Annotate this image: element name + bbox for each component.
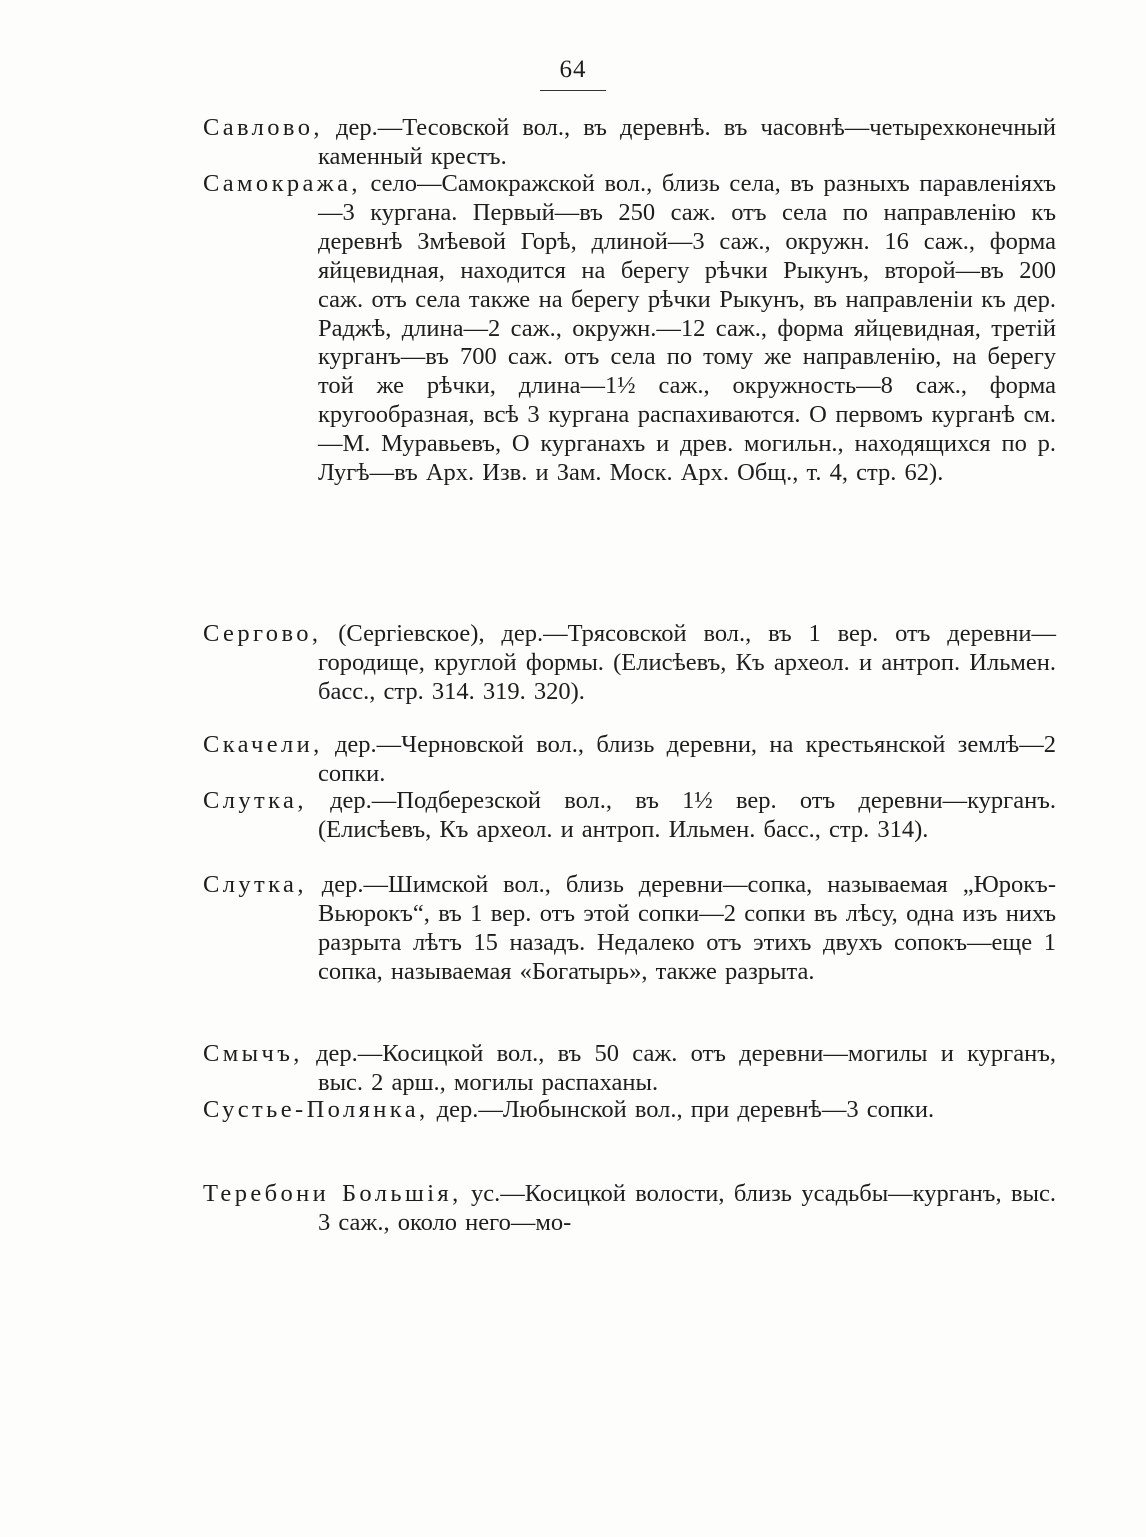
entry-samokrazha	[203, 170, 1056, 488]
entry-text: дер.—Косицкой вол., въ 50 саж. отъ деревни—могилы и курганъ, выс. 2 арш., могилы распаханы.	[302, 1040, 1056, 1096]
entry-heading: Сустье-Полянка,	[203, 1096, 429, 1123]
entry-text: дер.—Тесовской вол., въ деревнѣ. въ часовнѣ—четырехконечный каменный крестъ.	[318, 114, 1056, 170]
entry-heading: Слутка,	[203, 871, 307, 898]
entry-heading: Скачели,	[203, 731, 323, 758]
entry-sustye-polyanka	[203, 1096, 1056, 1125]
entry-smych	[203, 1040, 1056, 1098]
page-number: 64	[559, 56, 587, 83]
entry-heading: Слутка,	[203, 787, 307, 814]
entry-skacheli	[203, 731, 1056, 789]
entry-text: дер.—Подберезской вол., въ 1½ вер. отъ деревни—курганъ. (Елисѣевъ, Къ археол. и антроп. Ильмен. басс., стр. 314).	[306, 787, 1056, 843]
entry-heading: Смычъ,	[203, 1040, 303, 1067]
entry-heading: Савлово,	[203, 114, 323, 141]
entry-terebony-bolshiya	[203, 1180, 1056, 1238]
page-number-rule	[540, 90, 606, 91]
entry-sergovo	[203, 620, 1056, 707]
entry-heading: Теребони Большія,	[203, 1180, 462, 1207]
entry-text: село—Самокражской вол., близь села, въ разныхъ паравленіяхъ—3 кургана. Первый—въ 250 саж. отъ села по направленію къ деревнѣ Змѣевой Горѣ, длиной—3 саж., окружн. 16 саж., форма яйцевидная, находится на берегу рѣчки Рыкунъ, второй—въ 200 саж. отъ села также на берегу рѣчки Рыкунъ, въ направленіи къ дер. Раджѣ, длина—2 саж., окружн.—12 саж., форма яйцевидная, третій курганъ—въ 700 саж. отъ села по тому же направленію, на берегу той же рѣчки, длина—1½ саж., окружность—8 саж., форма кругообразная, всѣ 3 кургана распахиваются. О первомъ курганѣ см.—М. Муравьевъ, О курганахъ и древ. могильн., находящихся по р. Лугѣ—въ Арх. Изв. и Зам. Моск. Арх. Общ., т. 4, стр. 62).	[318, 170, 1056, 487]
entry-text: дер.—Шимской вол., близь деревни—сопка, называемая „Юрокъ-Вьюрокъ“, въ 1 вер. отъ этой сопки—2 сопки въ лѣсу, одна изъ нихъ разрыта лѣтъ 15 назадъ. Недалеко отъ этихъ двухъ сопокъ—еще 1 сопка, называемая «Богатырь», также разрыта.	[306, 871, 1056, 985]
entry-heading: Сергово,	[203, 620, 322, 647]
entry-text: ус.—Косицкой волости, близь усадьбы—курганъ, выс. 3 саж., около него—мо-	[318, 1180, 1056, 1236]
entry-text: дер.—Черновской вол., близь деревни, на крестьянской землѣ—2 сопки.	[318, 731, 1056, 787]
entry-slutka-shim	[203, 871, 1056, 987]
entry-text: дер.—Любынской вол., при деревнѣ—3 сопки.	[428, 1096, 935, 1123]
entry-heading: Самокража,	[203, 170, 361, 197]
entry-slutka-podberez	[203, 787, 1056, 845]
entry-savlovo	[203, 114, 1056, 172]
entry-text: (Сергіевское), дер.—Трясовской вол., въ 1 вер. отъ деревни—городище, круглой формы. (Елисѣевъ, Къ археол. и антроп. Ильмен. басс., стр. 314. 319. 320).	[318, 620, 1056, 705]
